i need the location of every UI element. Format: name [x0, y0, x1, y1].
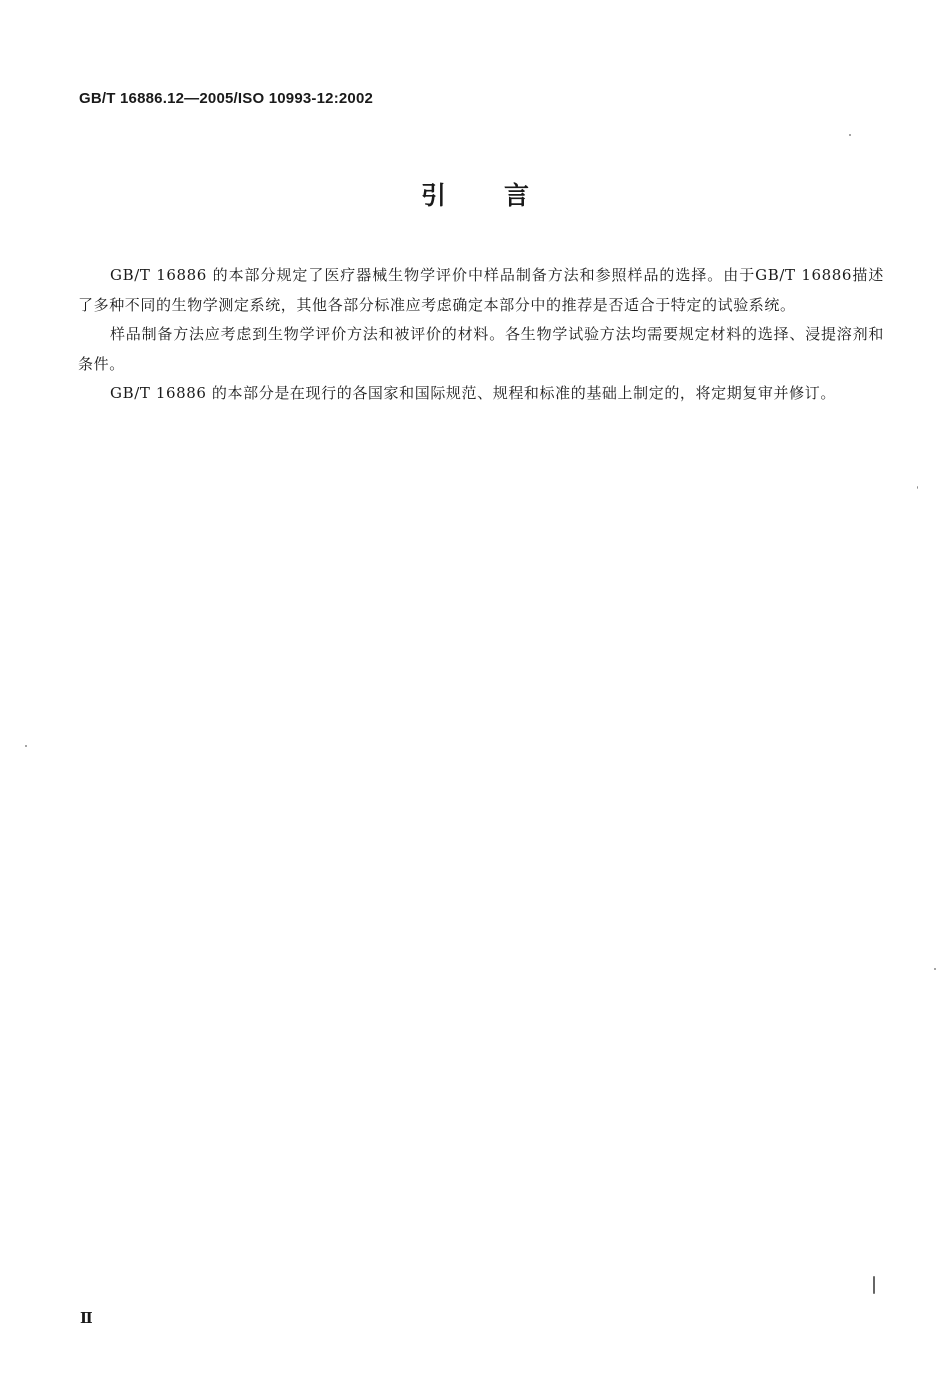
- title-char-2: 言: [504, 181, 530, 210]
- paragraph-3: GB/T 16886 的本部分是在现行的各国家和国际规范、规程和标准的基础上制定的，将定期复审并修订。: [110, 384, 836, 402]
- scan-speck: [917, 486, 918, 489]
- paragraph-1: GB/T 16886 的本部分规定了医疗器械生物学评价中样品制备方法和参照样品的选择。由于GB/T 16886描述了多种不同的生物学测定系统，其他各部分标准应考虑确定本部分中的推荐是否适合于特定的试验系统。: [78, 266, 884, 314]
- scan-speck: [934, 968, 936, 970]
- introduction-body: [78, 261, 884, 409]
- scan-speck: [873, 1276, 875, 1294]
- paragraph-2: 样品制备方法应考虑到生物学评价方法和被评价的材料。各生物学试验方法均需要规定材料的选择、浸提溶剂和条件。: [78, 325, 884, 373]
- title-char-1: 引: [420, 181, 446, 210]
- scan-speck: [849, 134, 851, 136]
- page-title: [0, 176, 950, 212]
- scan-speck: [25, 745, 27, 747]
- standard-code-header: GB/T 16886.12—2005/ISO 10993-12:2002: [79, 90, 374, 107]
- page-number: Ⅱ: [80, 1309, 93, 1327]
